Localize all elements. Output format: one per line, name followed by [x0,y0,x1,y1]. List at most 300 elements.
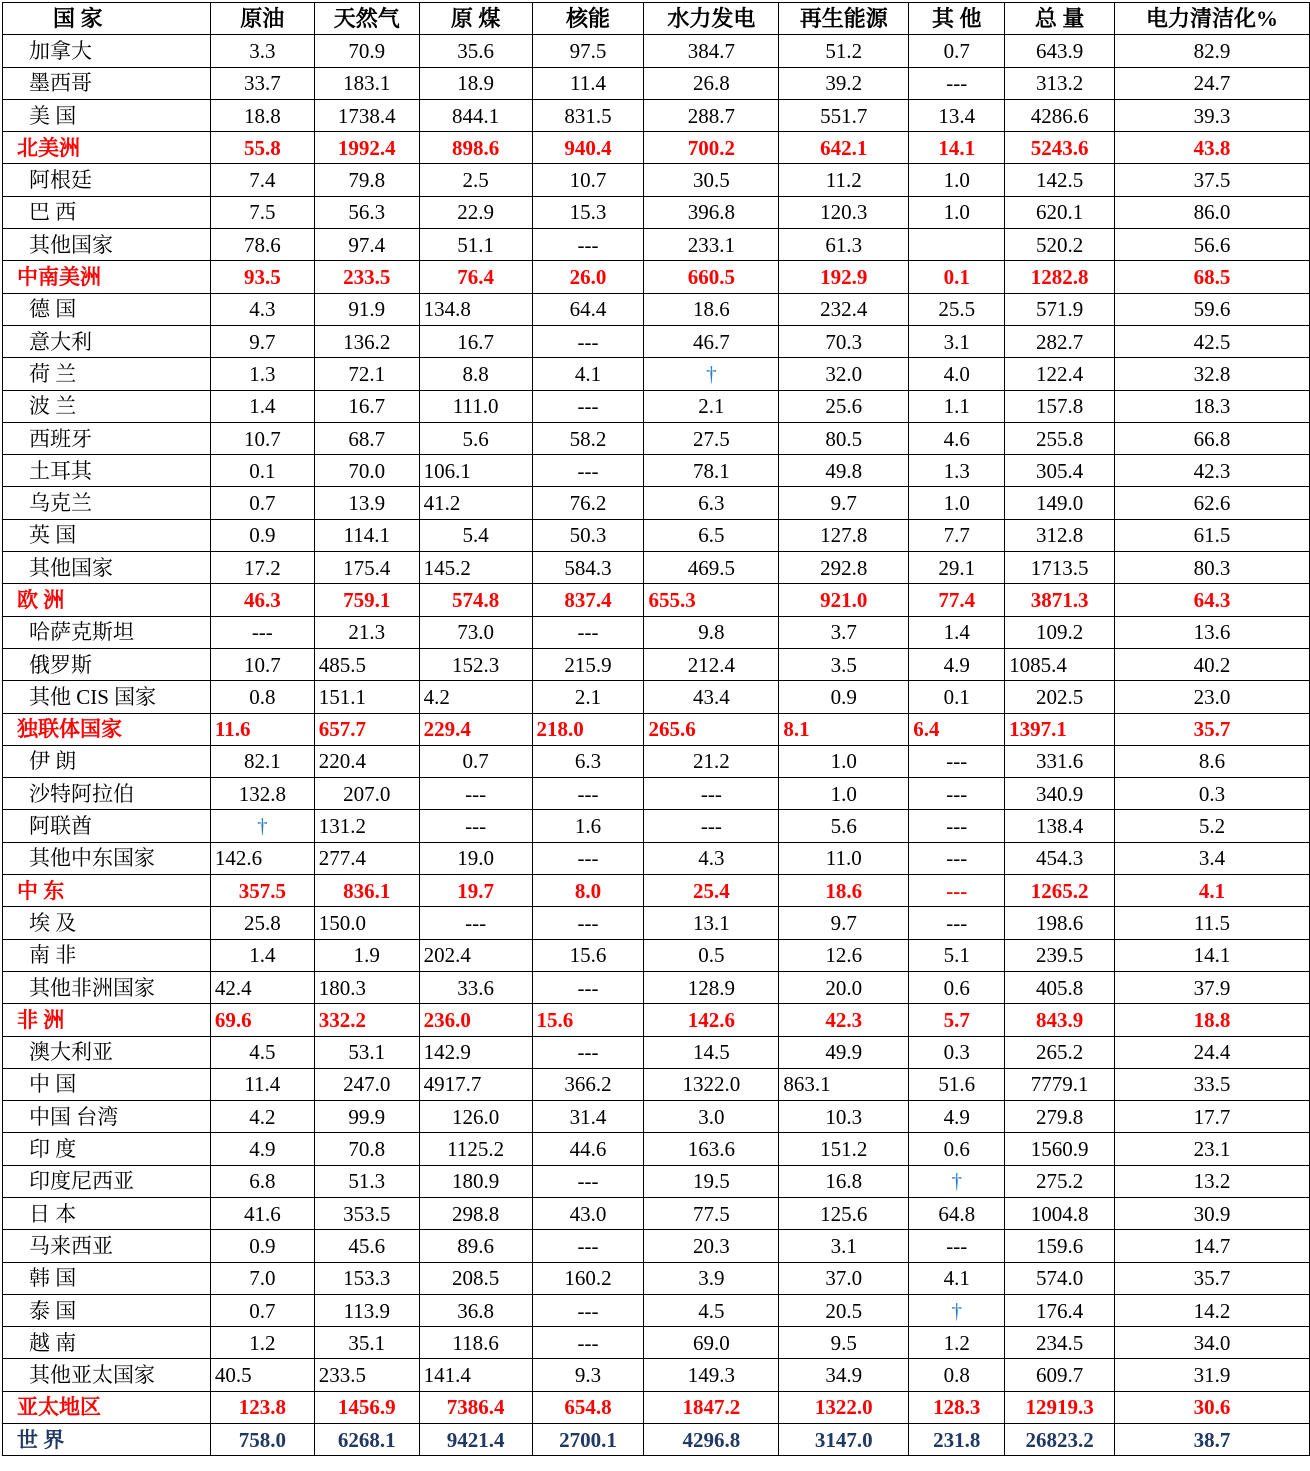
natural-gas-value: 13.9 [314,487,419,519]
coal-value: 16.7 [419,325,532,357]
natural-gas-value: 45.6 [314,1230,419,1262]
hydro-value: 13.1 [644,907,779,939]
crude-oil-value: 10.7 [210,648,314,680]
clean-share-value: 18.8 [1115,1004,1310,1036]
hydro-value: 21.2 [644,745,779,777]
coal-value: 51.1 [419,229,532,261]
natural-gas-value: 113.9 [314,1294,419,1326]
crude-oil-value: 10.7 [210,422,314,454]
crude-oil-value: 357.5 [210,875,314,907]
clean-share-value: 37.5 [1115,164,1310,196]
crude-oil-value: --- [210,616,314,648]
crude-oil-value: 9.7 [210,325,314,357]
coal-value: --- [419,810,532,842]
coal-value: 152.3 [419,648,532,680]
nuclear-value: 58.2 [532,422,644,454]
renewables-value: 232.4 [779,293,909,325]
other-value: 4.0 [909,358,1005,390]
total-value: 198.6 [1005,907,1115,939]
crude-oil-value [210,810,314,842]
country-name: 其他中东国家 [3,842,211,874]
country-name: 日 本 [3,1197,211,1229]
natural-gas-value: 836.1 [314,875,419,907]
other-value: 0.6 [909,1133,1005,1165]
other-value: 13.4 [909,99,1005,131]
natural-gas-value: 56.3 [314,196,419,228]
crude-oil-value: 7.0 [210,1262,314,1294]
hydro-value [644,358,779,390]
nuclear-value: 43.0 [532,1197,644,1229]
natural-gas-value: 68.7 [314,422,419,454]
crude-oil-value: 93.5 [210,261,314,293]
natural-gas-value: 153.3 [314,1262,419,1294]
total-value: 643.9 [1005,35,1115,67]
renewables-value: 80.5 [779,422,909,454]
country-name: 印度尼西亚 [3,1165,211,1197]
coal-value: --- [419,907,532,939]
total-value: 620.1 [1005,196,1115,228]
coal-value: 35.6 [419,35,532,67]
country-name: 亚太地区 [3,1391,211,1423]
coal-value: 111.0 [419,390,532,422]
country-name: 伊 朗 [3,745,211,777]
clean-share-value: 14.2 [1115,1294,1310,1326]
country-name: 德 国 [3,293,211,325]
crude-oil-value: 3.3 [210,35,314,67]
clean-share-value: 35.7 [1115,713,1310,745]
crude-oil-value: 11.6 [210,713,314,745]
other-value: 7.7 [909,519,1005,551]
total-value: 1085.4 [1005,648,1115,680]
nuclear-value: 160.2 [532,1262,644,1294]
natural-gas-value: 21.3 [314,616,419,648]
renewables-value: 551.7 [779,99,909,131]
clean-share-value: 30.9 [1115,1197,1310,1229]
other-value: --- [909,810,1005,842]
other-value: 6.4 [909,713,1005,745]
country-name: 美 国 [3,99,211,131]
natural-gas-value: 99.9 [314,1101,419,1133]
nuclear-value: 50.3 [532,519,644,551]
energy-electricity-table [2,2,1310,1456]
table-row [3,648,1310,680]
coal-value: 844.1 [419,99,532,131]
coal-value: 9421.4 [419,1424,532,1456]
clean-share-value: 17.7 [1115,1101,1310,1133]
header-clean-share: 电力清洁化% [1115,3,1310,35]
crude-oil-value: 4.5 [210,1036,314,1068]
natural-gas-value: 91.9 [314,293,419,325]
total-value: 1282.8 [1005,261,1115,293]
country-name: 其他亚太国家 [3,1359,211,1391]
table-row [3,1327,1310,1359]
clean-share-value: 23.1 [1115,1133,1310,1165]
nuclear-value: --- [532,1036,644,1068]
table-body [3,35,1310,1456]
clean-share-value: 82.9 [1115,35,1310,67]
total-value: 138.4 [1005,810,1115,842]
total-value: 405.8 [1005,971,1115,1003]
clean-share-value: 66.8 [1115,422,1310,454]
country-name: 乌克兰 [3,487,211,519]
clean-share-value: 13.6 [1115,616,1310,648]
table-row [3,1036,1310,1068]
crude-oil-value: 25.8 [210,907,314,939]
header-coal: 原 煤 [419,3,532,35]
natural-gas-value: 332.2 [314,1004,419,1036]
coal-value: 208.5 [419,1262,532,1294]
table-row [3,1101,1310,1133]
renewables-value: 70.3 [779,325,909,357]
other-value [909,229,1005,261]
clean-share-value: 24.4 [1115,1036,1310,1068]
nuclear-value: 584.3 [532,552,644,584]
hydro-value: 265.6 [644,713,779,745]
natural-gas-value: 131.2 [314,810,419,842]
natural-gas-value: 657.7 [314,713,419,745]
other-value: --- [909,1230,1005,1262]
hydro-value: 26.8 [644,67,779,99]
hydro-value: 128.9 [644,971,779,1003]
renewables-value: 863.1 [779,1068,909,1100]
natural-gas-value: 151.1 [314,681,419,713]
natural-gas-value: 1738.4 [314,99,419,131]
natural-gas-value: 220.4 [314,745,419,777]
renewables-value: 51.2 [779,35,909,67]
other-value: --- [909,67,1005,99]
natural-gas-value: 233.5 [314,261,419,293]
natural-gas-value: 485.5 [314,648,419,680]
table-row [3,778,1310,810]
total-value: 7779.1 [1005,1068,1115,1100]
header-hydro: 水力发电 [644,3,779,35]
nuclear-value: 1.6 [532,810,644,842]
nuclear-value: 31.4 [532,1101,644,1133]
clean-share-value: 39.3 [1115,99,1310,131]
table-row [3,1133,1310,1165]
hydro-value: 30.5 [644,164,779,196]
natural-gas-value: 114.1 [314,519,419,551]
natural-gas-value: 1456.9 [314,1391,419,1423]
renewables-value: 49.9 [779,1036,909,1068]
nuclear-value: 15.3 [532,196,644,228]
header-country: 国 家 [3,3,211,35]
table-row [3,293,1310,325]
hydro-value: 384.7 [644,35,779,67]
crude-oil-value: 78.6 [210,229,314,261]
other-value: 4.9 [909,1101,1005,1133]
other-value: 4.9 [909,648,1005,680]
crude-oil-value: 82.1 [210,745,314,777]
other-value: 14.1 [909,132,1005,164]
natural-gas-value: 72.1 [314,358,419,390]
clean-share-value: 33.5 [1115,1068,1310,1100]
total-value: 157.8 [1005,390,1115,422]
crude-oil-value: 4.3 [210,293,314,325]
renewables-value: 5.6 [779,810,909,842]
clean-share-value: 3.4 [1115,842,1310,874]
header-row [3,3,1310,35]
total-value: 1265.2 [1005,875,1115,907]
region-subtotal-row [3,261,1310,293]
crude-oil-value: 42.4 [210,971,314,1003]
table-row [3,519,1310,551]
other-value: 3.1 [909,325,1005,357]
crude-oil-value: 1.3 [210,358,314,390]
clean-share-value: 37.9 [1115,971,1310,1003]
total-value: 1560.9 [1005,1133,1115,1165]
natural-gas-value: 70.8 [314,1133,419,1165]
country-name: 中 国 [3,1068,211,1100]
clean-share-value: 40.2 [1115,648,1310,680]
table-row [3,681,1310,713]
coal-value: 2.5 [419,164,532,196]
total-value: 255.8 [1005,422,1115,454]
total-value: 305.4 [1005,455,1115,487]
country-name: 土耳其 [3,455,211,487]
table-row [3,325,1310,357]
renewables-value: 127.8 [779,519,909,551]
clean-share-value: 32.8 [1115,358,1310,390]
hydro-value: 69.0 [644,1327,779,1359]
renewables-value: 9.5 [779,1327,909,1359]
natural-gas-value: 1.9 [314,939,419,971]
table-row [3,196,1310,228]
nuclear-value: 10.7 [532,164,644,196]
other-value: 25.5 [909,293,1005,325]
total-value: 331.6 [1005,745,1115,777]
nuclear-value: 366.2 [532,1068,644,1100]
other-value: --- [909,745,1005,777]
nuclear-value: --- [532,1165,644,1197]
crude-oil-value: 4.2 [210,1101,314,1133]
nuclear-value: 9.3 [532,1359,644,1391]
nuclear-value: 64.4 [532,293,644,325]
total-value: 520.2 [1005,229,1115,261]
other-value: 1.0 [909,164,1005,196]
other-value: 0.1 [909,261,1005,293]
natural-gas-value: 247.0 [314,1068,419,1100]
crude-oil-value: 0.9 [210,519,314,551]
coal-value: 145.2 [419,552,532,584]
coal-value: 141.4 [419,1359,532,1391]
coal-value: 8.8 [419,358,532,390]
renewables-value: 192.9 [779,261,909,293]
country-name: 波 兰 [3,390,211,422]
nuclear-value: --- [532,842,644,874]
table-row [3,1068,1310,1100]
table-row [3,810,1310,842]
hydro-value: 163.6 [644,1133,779,1165]
renewables-value: 61.3 [779,229,909,261]
hydro-value: 396.8 [644,196,779,228]
other-value: 77.4 [909,584,1005,616]
crude-oil-value: 11.4 [210,1068,314,1100]
table-row [3,552,1310,584]
coal-value: 7386.4 [419,1391,532,1423]
country-name: 其他非洲国家 [3,971,211,1003]
nuclear-value: --- [532,1327,644,1359]
table-row [3,939,1310,971]
table-row [3,616,1310,648]
renewables-value: 151.2 [779,1133,909,1165]
natural-gas-value: 1992.4 [314,132,419,164]
other-value: --- [909,875,1005,907]
clean-share-value: 86.0 [1115,196,1310,228]
nuclear-value: 44.6 [532,1133,644,1165]
table-row [3,35,1310,67]
other-value [909,1165,1005,1197]
other-value: 1.0 [909,196,1005,228]
renewables-value: 20.0 [779,971,909,1003]
clean-share-value: 35.7 [1115,1262,1310,1294]
table-row [3,907,1310,939]
renewables-value: 0.9 [779,681,909,713]
coal-value: 106.1 [419,455,532,487]
nuclear-value: --- [532,971,644,1003]
coal-value: 574.8 [419,584,532,616]
nuclear-value: 654.8 [532,1391,644,1423]
nuclear-value: 97.5 [532,35,644,67]
natural-gas-value: 150.0 [314,907,419,939]
hydro-value: 655.3 [644,584,779,616]
crude-oil-value: 0.7 [210,487,314,519]
crude-oil-value: 41.6 [210,1197,314,1229]
country-name: 马来西亚 [3,1230,211,1262]
coal-value: 202.4 [419,939,532,971]
country-name: 非 洲 [3,1004,211,1036]
header-other: 其 他 [909,3,1005,35]
crude-oil-value: 46.3 [210,584,314,616]
hydro-value: 4.5 [644,1294,779,1326]
clean-share-value: 80.3 [1115,552,1310,584]
nuclear-value: --- [532,1294,644,1326]
country-name: 印 度 [3,1133,211,1165]
other-value: 128.3 [909,1391,1005,1423]
clean-share-value: 30.6 [1115,1391,1310,1423]
coal-value: 134.8 [419,293,532,325]
crude-oil-value: 1.4 [210,390,314,422]
other-value: --- [909,778,1005,810]
other-value: --- [909,907,1005,939]
table-row [3,1165,1310,1197]
crude-oil-value: 142.6 [210,842,314,874]
nuclear-value: 940.4 [532,132,644,164]
other-value: 0.3 [909,1036,1005,1068]
table-row [3,164,1310,196]
other-value: 0.6 [909,971,1005,1003]
renewables-value: 3.1 [779,1230,909,1262]
renewables-value: 25.6 [779,390,909,422]
other-value: 1.1 [909,390,1005,422]
total-value: 1713.5 [1005,552,1115,584]
country-name: 其他国家 [3,552,211,584]
total-value: 12919.3 [1005,1391,1115,1423]
world-total-row [3,1424,1310,1456]
renewables-value: 12.6 [779,939,909,971]
total-value: 26823.2 [1005,1424,1115,1456]
natural-gas-value: 183.1 [314,67,419,99]
hydro-value: --- [644,778,779,810]
renewables-value: 11.2 [779,164,909,196]
hydro-value: 19.5 [644,1165,779,1197]
crude-oil-value: 123.8 [210,1391,314,1423]
renewables-value: 1322.0 [779,1391,909,1423]
renewables-value: 642.1 [779,132,909,164]
coal-value: 76.4 [419,261,532,293]
coal-value: 1125.2 [419,1133,532,1165]
hydro-value: 2.1 [644,390,779,422]
renewables-value: 37.0 [779,1262,909,1294]
other-value: 0.1 [909,681,1005,713]
crude-oil-value: 55.8 [210,132,314,164]
total-value: 142.5 [1005,164,1115,196]
nuclear-value: --- [532,907,644,939]
crude-oil-value: 7.5 [210,196,314,228]
nuclear-value: 15.6 [532,1004,644,1036]
total-value: 571.9 [1005,293,1115,325]
country-name: 阿根廷 [3,164,211,196]
nuclear-value: 6.3 [532,745,644,777]
renewables-value: 3.5 [779,648,909,680]
other-value: 1.2 [909,1327,1005,1359]
natural-gas-value: 16.7 [314,390,419,422]
nuclear-value: --- [532,325,644,357]
natural-gas-value: 53.1 [314,1036,419,1068]
renewables-value: 1.0 [779,745,909,777]
other-value: 5.7 [909,1004,1005,1036]
hydro-value: 6.5 [644,519,779,551]
country-name: 欧 洲 [3,584,211,616]
table-row [3,1230,1310,1262]
total-value: 3871.3 [1005,584,1115,616]
renewables-value: 921.0 [779,584,909,616]
renewables-value: 32.0 [779,358,909,390]
table-row [3,67,1310,99]
crude-oil-value: 7.4 [210,164,314,196]
region-subtotal-row [3,584,1310,616]
renewables-value: 3.7 [779,616,909,648]
table-row [3,229,1310,261]
crude-oil-value: 0.7 [210,1294,314,1326]
natural-gas-value: 70.9 [314,35,419,67]
table-row [3,1359,1310,1391]
region-subtotal-row [3,1391,1310,1423]
coal-value: 898.6 [419,132,532,164]
clean-share-value: 59.6 [1115,293,1310,325]
country-name: 中 东 [3,875,211,907]
renewables-value: 49.8 [779,455,909,487]
hydro-value: --- [644,810,779,842]
country-name: 意大利 [3,325,211,357]
crude-oil-value: 1.2 [210,1327,314,1359]
other-value: 0.8 [909,1359,1005,1391]
nuclear-value: 26.0 [532,261,644,293]
natural-gas-value: 175.4 [314,552,419,584]
clean-share-value: 68.5 [1115,261,1310,293]
country-name: 英 国 [3,519,211,551]
hydro-value: 660.5 [644,261,779,293]
crude-oil-value: 4.9 [210,1133,314,1165]
nuclear-value: --- [532,778,644,810]
natural-gas-value: 35.1 [314,1327,419,1359]
clean-share-value: 42.5 [1115,325,1310,357]
country-name: 巴 西 [3,196,211,228]
nuclear-value: --- [532,390,644,422]
clean-share-value: 31.9 [1115,1359,1310,1391]
total-value: 239.5 [1005,939,1115,971]
hydro-value: 142.6 [644,1004,779,1036]
